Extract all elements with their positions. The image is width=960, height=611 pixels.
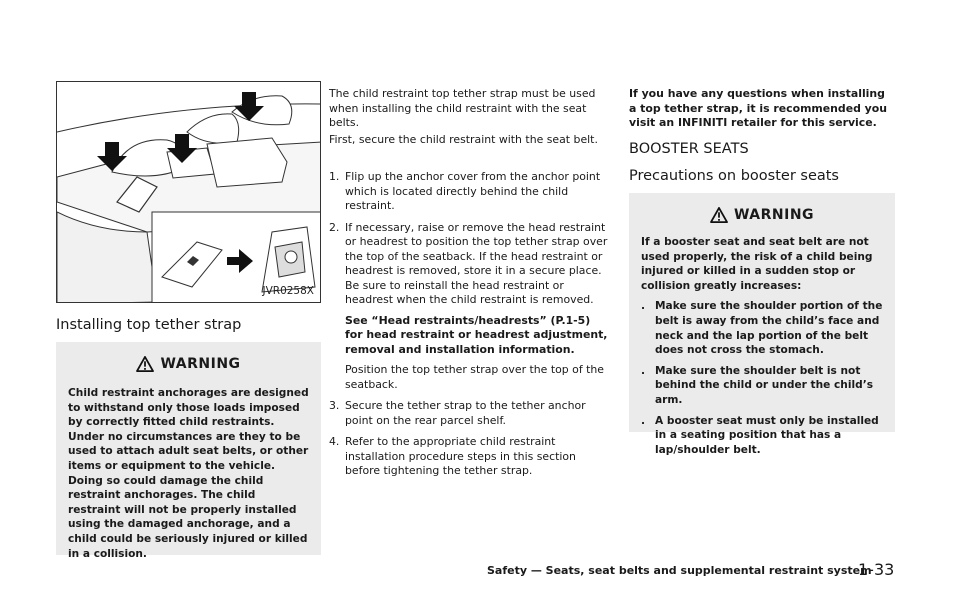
warning-bullet-text: Make sure the shoulder belt is not behind the child or under the child’s arm. <box>655 364 874 406</box>
step-4-number: 4. <box>329 435 340 448</box>
para-retailer-advice: If you have any questions when installing a top tether strap, it is recommended you visit an INFINITI retailer for this service. <box>629 87 888 129</box>
heading-booster-seats: BOOSTER SEATS <box>629 141 749 157</box>
step-1 <box>329 170 611 214</box>
step-2 <box>329 221 611 393</box>
tether-anchor-illustration <box>56 81 321 303</box>
warning-title-booster <box>629 207 895 223</box>
para-tether-must-be-used: The child restraint top tether strap must be used when installing the child restraint with the seat belts. <box>329 87 596 129</box>
footer-section-title: Safety — Seats, seat belts and supplemental restraint system <box>487 564 872 577</box>
step-2-reference: See “Head restraints/headrests” (P.1-5) for head restraint or headrest adjustment, removal and installation information. <box>345 313 608 356</box>
step-1-number: 1. <box>329 170 340 183</box>
warning-triangle-icon <box>136 356 154 372</box>
step-1-text: Flip up the anchor cover from the anchor point which is located directly behind the child restraint. <box>345 170 601 212</box>
warning-title <box>56 356 321 372</box>
warning-text: Child restraint anchorages are designed to withstand only those loads imposed by correctly fitted child restraints. Under no circumstances are they to be used to attach adult seat belts, or other items or equipment to the vehicle. Doing so could damage the child restraint anchorages. The child restraint will not be properly installed using the damaged anchorage, and a child could be seriously injured or killed in a collision. <box>68 387 309 560</box>
para-secure-first: First, secure the child restraint with the seat belt. <box>329 133 598 146</box>
step-3 <box>329 399 611 428</box>
warning-bullet: . A booster seat must only be installed in a seating position that has a lap/shoulder belt. <box>641 414 879 456</box>
step-3-text: Secure the tether strap to the tether anchor point on the rear parcel shelf. <box>345 399 586 427</box>
warning-title-text: WARNING <box>160 356 241 372</box>
warning-bullet: . Make sure the shoulder belt is not behind the child or under the child’s arm. <box>641 364 874 406</box>
heading-installing-top-tether: Installing top tether strap <box>56 317 242 333</box>
warning-title-text: WARNING <box>733 207 815 223</box>
page-number: 1-33 <box>858 560 895 579</box>
step-4 <box>329 435 611 479</box>
warning-bullet-list <box>629 299 895 457</box>
installation-steps <box>329 170 611 486</box>
warning-box-booster <box>629 193 895 456</box>
heading-precautions-booster: Precautions on booster seats <box>629 168 839 184</box>
warning-box-anchorages <box>56 342 321 560</box>
step-2-text: If necessary, raise or remove the head restraint or headrest to position the top tether strap over the top of the seatback. If the head restraint or headrest is removed, store it in a secure place. Be sure to reinstall the head restraint or headrest when the child restraint is removed. <box>345 220 608 306</box>
warning-bullet-text: Make sure the shoulder portion of the belt is away from the child’s face and neck and the lap portion of the belt does not cross the stomach. <box>655 300 883 357</box>
step-2-extra: Position the top tether strap over the top of the seatback. <box>345 363 604 391</box>
step-2-number: 2. <box>329 220 340 234</box>
warning-bullet: . Make sure the shoulder portion of the belt is away from the child’s face and neck and the lap portion of the belt does not cross the stomach. <box>641 300 883 357</box>
rear-shelf-drawing <box>57 82 321 303</box>
warning-triangle-icon <box>710 207 728 223</box>
step-3-number: 3. <box>329 399 340 412</box>
figure-code: JVR0258X <box>262 285 314 297</box>
warning-intro-text: If a booster seat and seat belt are not used properly, the risk of a child being injured or killed in a sudden stop or collision greatly increases: <box>641 236 873 292</box>
warning-bullet-text: A booster seat must only be installed in a seating position that has a lap/shoulder belt. <box>655 414 879 456</box>
step-4-text: Refer to the appropriate child restraint installation procedure steps in this section before tightening the tether strap. <box>345 435 576 477</box>
